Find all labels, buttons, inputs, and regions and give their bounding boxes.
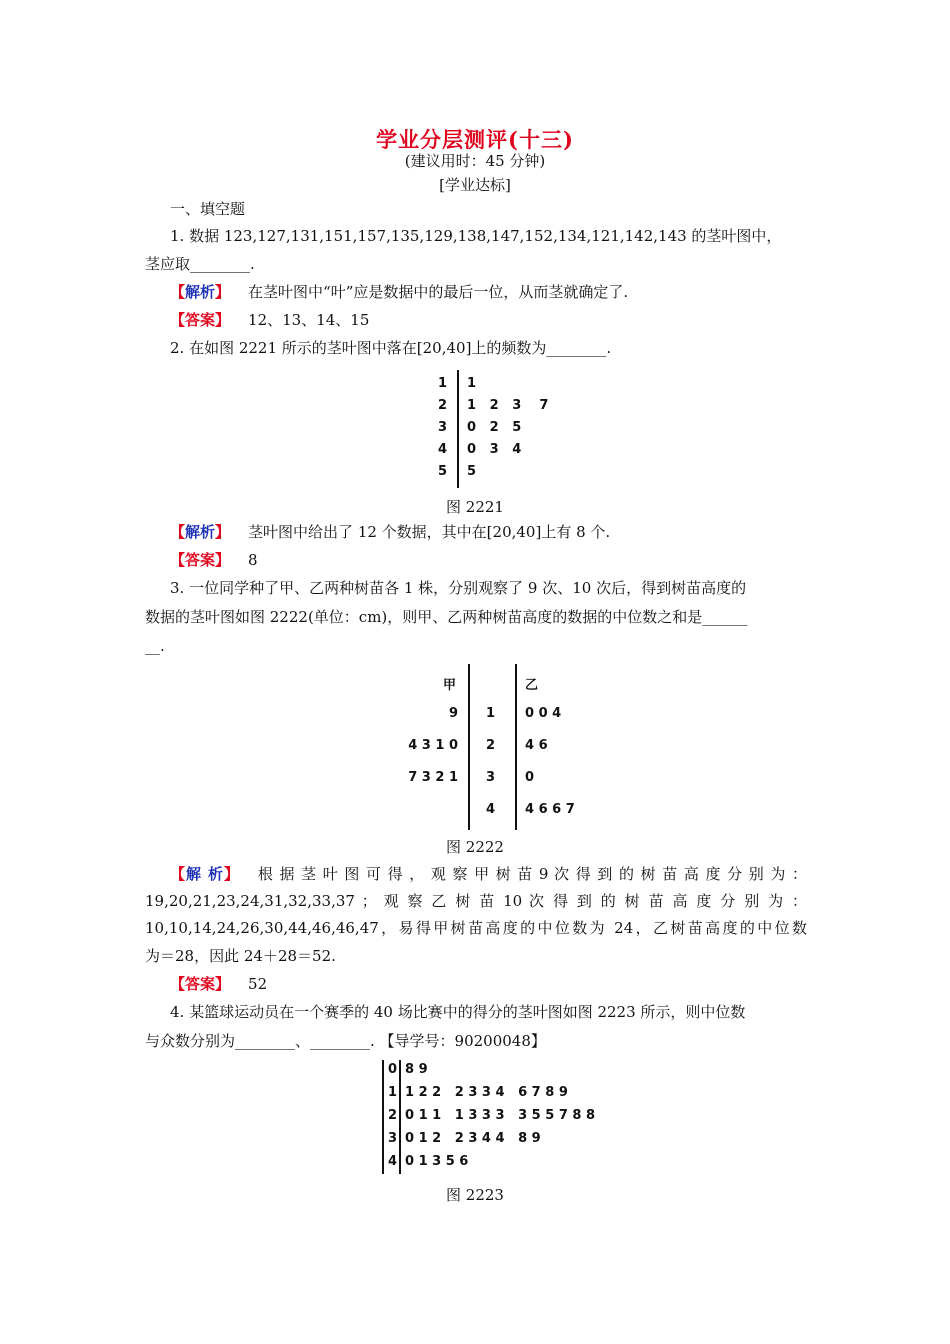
stem: 4	[388, 1154, 398, 1169]
stem: 1	[438, 376, 448, 391]
part-heading: 一、填空题	[170, 200, 246, 218]
stem: 0	[388, 1062, 398, 1077]
q2-answer: 【答案】 8	[170, 551, 258, 569]
stem: 2	[486, 738, 496, 753]
q4-text-line2: 与众数分别为________、________. 【导学号：90200048】	[145, 1032, 546, 1050]
stem: 5	[438, 464, 448, 479]
q3-answer: 【答案】 52	[170, 975, 268, 993]
q1-text-line2: 茎应取________.	[145, 255, 255, 273]
q3-analysis-line2: 19,20,21,23,24,31,32,33,37 ； 观 察 乙 树 苗 10 次 得 到 的 树 苗 高 度 分 别 为 ：	[145, 892, 807, 910]
q1-analysis: 【解析】 在茎叶图中“叶”应是数据中的最后一位，从而茎就确定了.	[170, 283, 629, 301]
left-divider	[468, 664, 470, 830]
analysis-tag: 【解析】	[170, 523, 231, 541]
q3-text-line1: 3. 一位同学种了甲、乙两种树苗各 1 株，分别观察了 9 次、10 次后，得到树苗高度的	[170, 579, 747, 597]
stem-leaf-figure-2223	[380, 1060, 620, 1176]
q1-text-line1: 1. 数据 123,127,131,151,157,135,129,138,147,152,134,121,142,143 的茎叶图中，	[170, 227, 782, 245]
answer-tag: 【答案】	[170, 311, 231, 329]
right-leaves: 4 6	[525, 738, 548, 753]
time-note: (建议用时：45 分钟)	[404, 152, 546, 170]
stem: 3	[486, 770, 496, 785]
leaves: 0 1 2 2 3 4 4 8 9	[405, 1131, 541, 1146]
analysis-tag: 【解析】	[170, 283, 231, 301]
q4-text-line1: 4. 某篮球运动员在一个赛季的 40 场比赛中的得分的茎叶图如图 2223 所示，则中位数	[170, 1003, 746, 1021]
answer-tag: 【答案】	[170, 551, 231, 569]
right-leaves: 0 0 4	[525, 706, 562, 721]
stem-divider	[457, 370, 459, 488]
stem: 3	[388, 1131, 398, 1146]
left-leaves: 4 3 1 0	[408, 738, 458, 753]
q1-answer: 【答案】 12、13、14、15	[170, 311, 370, 329]
stem: 2	[388, 1108, 398, 1123]
q3-text-line3: __.	[145, 637, 165, 655]
leaves: 5	[467, 464, 477, 479]
stem: 4	[486, 802, 496, 817]
figure-caption: 图 2223	[446, 1186, 504, 1204]
stem-leaf-figure-2222	[405, 664, 595, 834]
leaves: 1 2 3 7	[467, 398, 549, 413]
q3-analysis-line4: 为＝28，因此 24＋28＝52.	[145, 947, 336, 965]
leaves: 0 1 3 5 6	[405, 1154, 469, 1169]
q2-text-line1: 2. 在如图 2221 所示的茎叶图中落在[20,40]上的频数为________.	[170, 339, 612, 357]
stem: 1	[486, 706, 496, 721]
stem: 4	[438, 442, 448, 457]
left-border	[382, 1060, 384, 1174]
leaves: 0 2 5	[467, 420, 522, 435]
figure-caption: 图 2221	[446, 498, 504, 516]
right-header: 乙	[525, 678, 539, 693]
q2-analysis: 【解析】 茎叶图中给出了 12 个数据，其中在[20,40]上有 8 个.	[170, 523, 611, 541]
left-header: 甲	[443, 678, 457, 693]
left-leaves: 9	[448, 706, 458, 721]
right-leaves: 4 6 6 7	[525, 802, 575, 817]
analysis-tag: 【解 析】	[170, 865, 240, 883]
stem-leaf-figure-2221	[438, 370, 568, 490]
leaves: 8 9	[405, 1062, 428, 1077]
figure-caption: 图 2222	[446, 838, 504, 856]
q3-analysis-line1: 【解 析】 根 据 茎 叶 图 可 得 ， 观 察 甲 树 苗 9 次 得 到 的 树 苗 高 度 分 别 为 ：	[170, 865, 807, 883]
stem: 3	[438, 420, 448, 435]
leaves: 1 2 2 2 3 3 4 6 7 8 9	[405, 1085, 568, 1100]
q3-analysis-line3: 10,10,14,24,26,30,44,46,46,47，易得甲树苗高度的中位数为 24，乙树苗高度的中位数	[145, 919, 807, 937]
answer-tag: 【答案】	[170, 975, 231, 993]
leaves: 0 1 1 1 3 3 3 3 5 5 7 8 8	[405, 1108, 596, 1123]
page-title: 学业分层测评(十三)	[376, 127, 574, 152]
right-leaves: 0	[525, 770, 535, 785]
section-label: [学业达标]	[439, 176, 511, 194]
left-leaves: 7 3 2 1	[408, 770, 458, 785]
stem: 1	[388, 1085, 398, 1100]
q3-text-line2: 数据的茎叶图如图 2222(单位：cm)，则甲、乙两种树苗高度的数据的中位数之和是______	[145, 608, 748, 626]
leaves: 1	[467, 376, 477, 391]
leaves: 0 3 4	[467, 442, 522, 457]
stem-divider	[399, 1060, 401, 1174]
right-divider	[515, 664, 517, 830]
stem: 2	[438, 398, 448, 413]
